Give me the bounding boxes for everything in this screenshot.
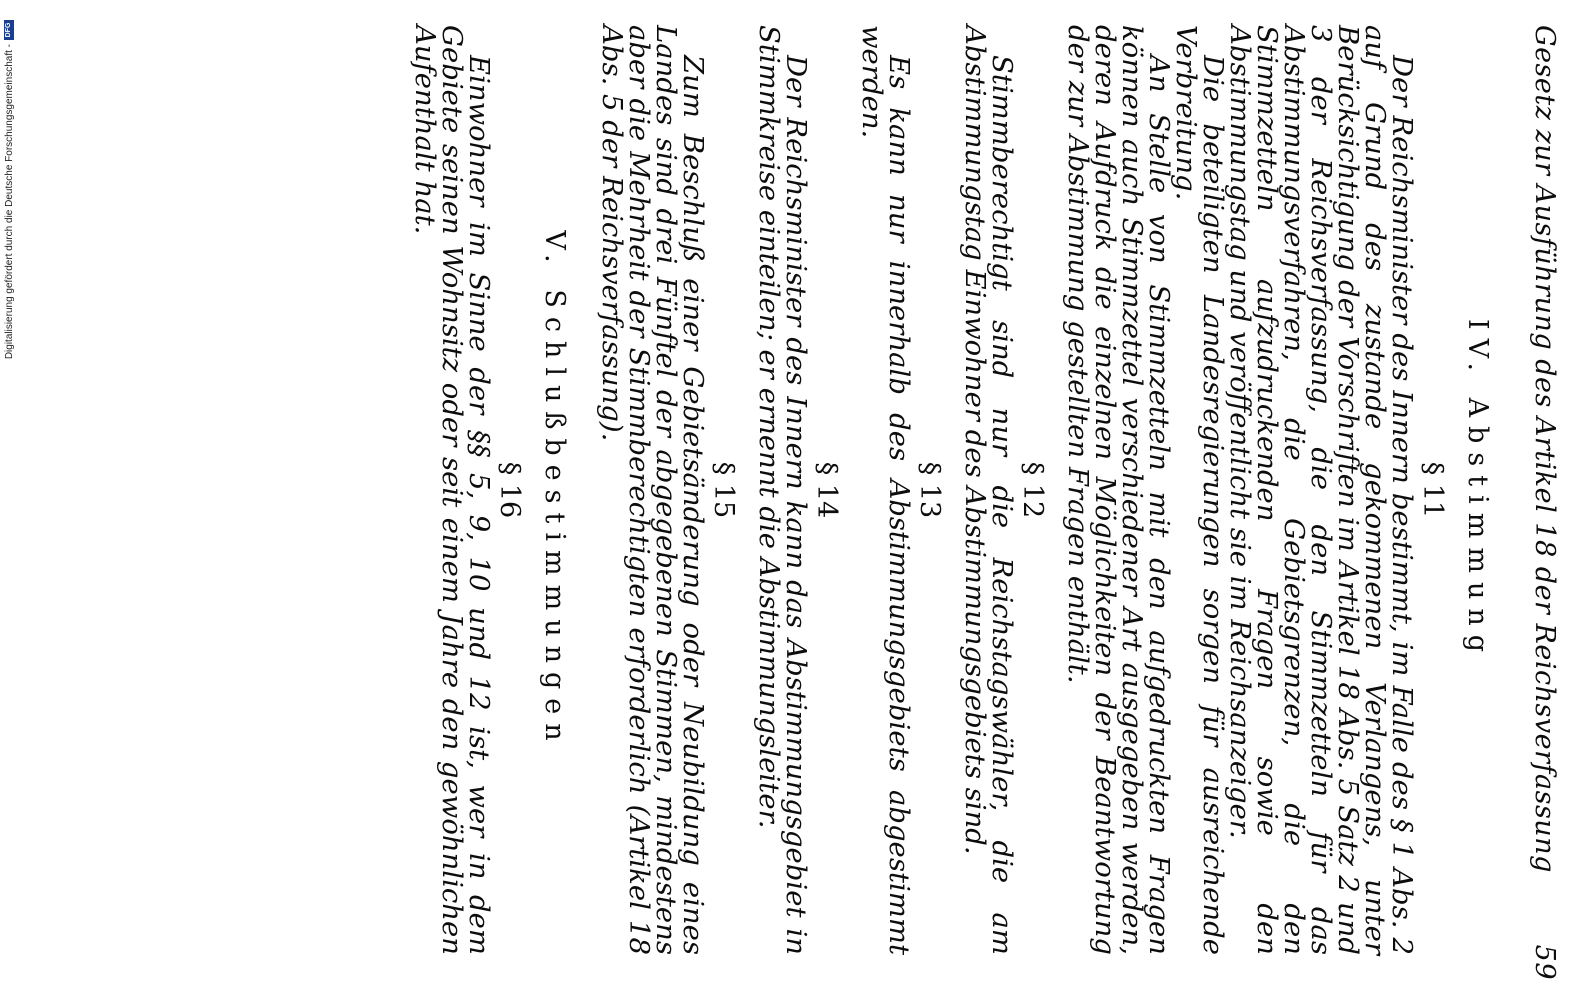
paragraph-number: § 11	[1417, 461, 1448, 519]
paragraph-number: § 12	[1017, 461, 1048, 519]
funding-note-strip	[0, 0, 38, 1000]
paragraph-number: § 16	[494, 461, 525, 519]
funding-note	[2, 0, 18, 980]
paragraph-text: Die beteiligten Landesregierungen sorgen für ausreichende Verbreitung.	[1170, 25, 1229, 955]
running-title: Gesetz zur Ausführung des Artikel 18 der Reichsverfassung	[1529, 25, 1560, 873]
paragraph-text: Es kann nur innerhalb des Abstimmungsgebiets abgestimmt werden.	[856, 25, 915, 955]
paragraph-number: § 13	[914, 461, 945, 519]
document-page	[60, 0, 1580, 1000]
paragraph-number: § 14	[811, 461, 842, 519]
paragraph-text: Der Reichsminister des Innern kann das Abstimmungsgebiet in Stimmkreise einteilen; er ernennt die Abstimmungsleiter.	[753, 25, 812, 955]
paragraph-text: Stimmberechtigt sind nur die Reichstagswähler, die am Abstimmungstag Einwohner des Abstimmungsgebiets sind.	[959, 25, 1018, 955]
paragraph-text: An Stelle von Stimmzetteln mit den aufgedruckten Fragen können auch Stimmzettel verschiedener Art ausgegeben werden, deren Aufdruck die einzelnen Möglichkeiten der Beantwortung der zur Abstimmung gestellten Fragen enthält.	[1062, 25, 1175, 955]
dfg-logo: DFG	[4, 20, 14, 40]
paragraph-text: Zum Beschluß einer Gebietsänderung oder Neubildung eines Landes sind drei Fünftel der abgegebenen Stimmen, mindestens aber die Mehrheit der Stimmberechtigten erforderlich (Artikel 18 Abs. 5 der Reichsverfassung).	[596, 25, 709, 955]
section-title-iv: IV. Abstimmung	[1462, 319, 1493, 661]
paragraph-number: § 15	[708, 461, 739, 519]
running-header	[1529, 25, 1560, 980]
paragraph-text: Der Reichsminister des Innern bestimmt, im Falle des § 1 Abs. 2 auf Grund des zustande gekommenen Verlangens, unter Berücksichtigung der Vorschriften im Artikel 18 Abs. 5 Satz 2 und 3 der Reichsverfassung, die den Stimmzetteln für das Abstimmungsverfahren, die Gebietsgrenzen, die den Stimmzetteln aufzudruckenden Fragen sowie den Abstimmungstag und veröffentlicht sie im Reichsanzeiger.	[1224, 25, 1418, 955]
funding-note-text: Digitalisierung gefördert durch die Deutsche Forschungsgemeinschaft -	[4, 44, 15, 360]
page-number: 59	[1529, 944, 1560, 980]
body-text	[411, 25, 1505, 955]
section-title-v: V. Schlußbestimmungen	[539, 230, 570, 750]
paragraph-text: Einwohner im Sinne der §§ 5, 9, 10 und 12 ist, wer in dem Gebiete seinen Wohnsitz oder seit einem Jahre den gewöhnlichen Aufenthalt hat.	[409, 25, 495, 955]
